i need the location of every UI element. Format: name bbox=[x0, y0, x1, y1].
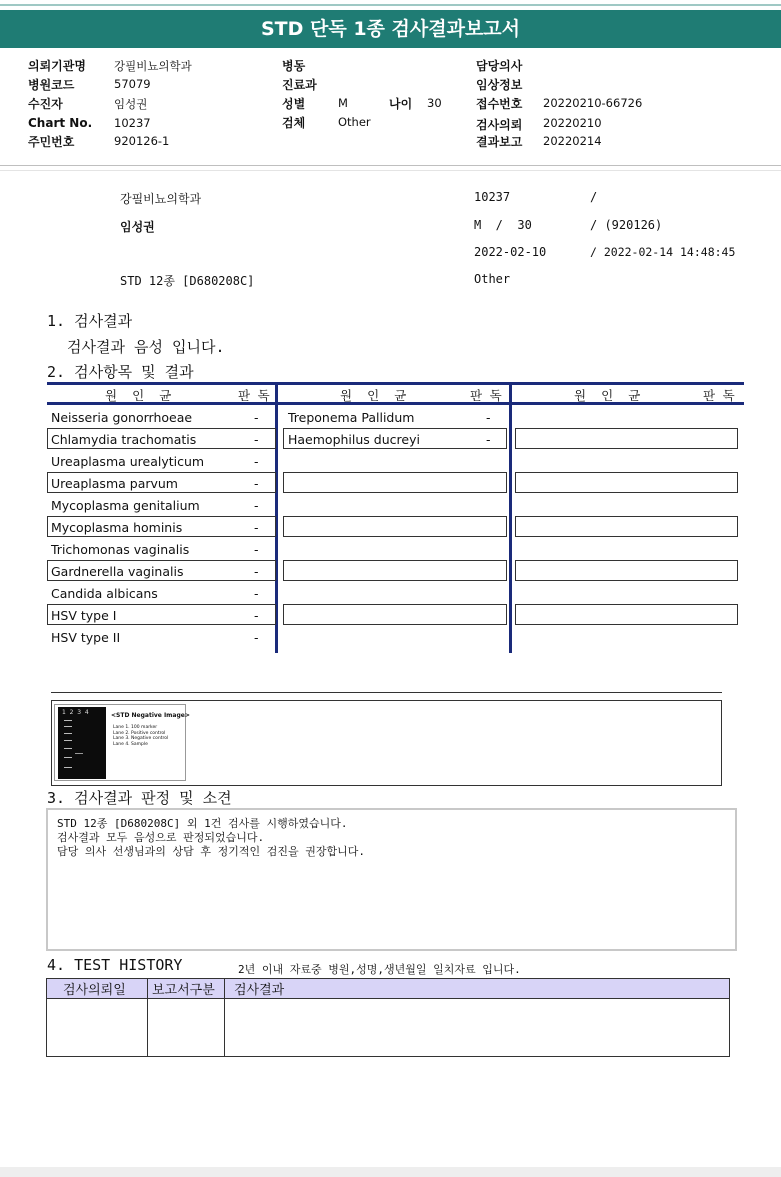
label-clinical-info: 임상정보 bbox=[476, 78, 523, 92]
history-cell bbox=[47, 999, 148, 1057]
value-chart-no: 10237 bbox=[114, 116, 151, 130]
history-col-request-date: 검사의뢰일 bbox=[47, 979, 148, 999]
pathogen-result: - bbox=[254, 542, 259, 557]
marker-band bbox=[64, 748, 72, 749]
footer-bar bbox=[0, 1167, 781, 1177]
col1-judge-header: 판 독 bbox=[238, 388, 270, 403]
gel-photo bbox=[58, 707, 106, 779]
summary-report-datetime: / 2022-02-14 14:48:45 bbox=[590, 245, 736, 259]
summary-hospital: 강필비뇨의학과 bbox=[120, 192, 202, 206]
pathogen-name: Haemophilus ducreyi bbox=[288, 432, 420, 447]
row-box bbox=[515, 428, 738, 449]
gel-legend-line: Lane 3. Negative control bbox=[113, 736, 169, 741]
label-age: 나이 bbox=[389, 97, 413, 111]
opinion-line: STD 12종 [D680208C] 외 1건 검사를 시행하였습니다. bbox=[57, 817, 348, 830]
summary-slash: / bbox=[590, 190, 598, 204]
opinion-box bbox=[46, 808, 737, 951]
value-specimen: Other bbox=[338, 115, 371, 129]
table-top-rule bbox=[47, 382, 744, 385]
col1-pathogen-header: 원 인 균 bbox=[105, 388, 172, 403]
pathogen-result: - bbox=[254, 564, 259, 579]
report-title: STD 단독 1종 검사결과보고서 bbox=[0, 10, 781, 48]
gel-legend-line: Lane 4. Sample bbox=[113, 741, 148, 747]
label-doctor: 담당의사 bbox=[476, 59, 523, 73]
gel-caption: <STD Negative Image> bbox=[111, 712, 190, 719]
pathogen-result: - bbox=[486, 432, 491, 447]
opinion-line: 검사결과 모두 음성으로 판정되었습니다. bbox=[57, 831, 265, 844]
pathogen-name: HSV type I bbox=[51, 608, 117, 623]
marker-band bbox=[64, 733, 72, 734]
label-patient: 수진자 bbox=[28, 97, 63, 111]
pathogen-name: HSV type II bbox=[51, 630, 121, 645]
history-empty-row bbox=[47, 999, 730, 1057]
label-chart-no: Chart No. bbox=[28, 116, 93, 130]
history-cell bbox=[148, 999, 225, 1057]
summary-sex-age: M / 30 bbox=[474, 218, 532, 232]
label-institution: 의뢰기관명 bbox=[28, 59, 86, 73]
marker-band bbox=[64, 767, 72, 768]
pathogen-name: Mycoplasma hominis bbox=[51, 520, 183, 535]
section1-result-text: 검사결과 음성 입니다. bbox=[67, 338, 225, 356]
marker-band bbox=[64, 757, 72, 758]
row-box bbox=[515, 516, 738, 537]
value-hospital-code: 57079 bbox=[114, 77, 151, 91]
pathogen-name: Chlamydia trachomatis bbox=[51, 432, 197, 447]
header-divider-shadow bbox=[0, 170, 781, 171]
pathogen-result: - bbox=[254, 520, 259, 535]
row-box bbox=[283, 472, 507, 493]
summary-specimen: Other bbox=[474, 272, 511, 286]
label-report-date: 결과보고 bbox=[476, 135, 523, 149]
summary-patient: 임성권 bbox=[120, 220, 155, 234]
history-col-report-type: 보고서구분 bbox=[148, 979, 225, 999]
label-ward: 병동 bbox=[282, 59, 306, 73]
pathogen-result: - bbox=[254, 608, 259, 623]
value-sex: M bbox=[338, 96, 348, 110]
marker-band bbox=[64, 740, 72, 741]
row-box bbox=[283, 560, 507, 581]
pathogen-result: - bbox=[254, 476, 259, 491]
pathogen-result: - bbox=[486, 410, 491, 425]
gel-image bbox=[54, 704, 190, 781]
summary-birth: / (920126) bbox=[590, 218, 663, 232]
section4-note: 2년 이내 자료중 병원,성명,생년월일 일치자료 입니다. bbox=[238, 963, 521, 976]
top-rule bbox=[0, 4, 781, 6]
section2-title: 2. 검사항목 및 결과 bbox=[47, 363, 194, 381]
pathogen-result: - bbox=[254, 454, 259, 469]
history-col-result: 검사결과 bbox=[225, 979, 730, 999]
label-sex: 성별 bbox=[282, 97, 306, 111]
pathogen-result: - bbox=[254, 630, 259, 645]
label-request-date: 검사의뢰 bbox=[476, 118, 523, 132]
table-divider-2 bbox=[509, 382, 512, 653]
pathogen-name: Neisseria gonorrhoeae bbox=[51, 410, 193, 425]
opinion-line: 담당 의사 선생님과의 상담 후 정기적인 검진을 권장합니다. bbox=[57, 845, 366, 858]
history-cell bbox=[225, 999, 730, 1057]
pathogen-result: - bbox=[254, 432, 259, 447]
summary-request-date: 2022-02-10 bbox=[474, 245, 547, 259]
summary-chart: 10237 bbox=[474, 190, 511, 204]
label-hospital-code: 병원코드 bbox=[28, 78, 75, 92]
label-specimen: 검체 bbox=[282, 116, 306, 130]
pathogen-result: - bbox=[254, 410, 259, 425]
col2-judge-header: 판 독 bbox=[470, 388, 502, 403]
value-institution: 강필비뇨의학과 bbox=[114, 59, 192, 73]
history-header-row bbox=[47, 979, 730, 999]
row-box bbox=[515, 472, 738, 493]
section1-title: 1. 검사결과 bbox=[47, 312, 133, 330]
pathogen-name: Gardnerella vaginalis bbox=[51, 564, 184, 579]
history-table bbox=[46, 978, 730, 1057]
pathogen-result: - bbox=[254, 498, 259, 513]
marker-band bbox=[64, 726, 72, 727]
pathogen-result: - bbox=[254, 586, 259, 601]
pathogen-name: Ureaplasma urealyticum bbox=[51, 454, 205, 469]
value-report-date: 20220214 bbox=[543, 134, 602, 148]
gel-legend-line: Lane 1. 100 marker bbox=[113, 725, 158, 730]
value-resident-no: 920126-1 bbox=[114, 134, 170, 148]
gel-lane-numbers: 1 2 3 4 bbox=[62, 709, 89, 716]
pathogen-name: Ureaplasma parvum bbox=[51, 476, 178, 491]
section4-title: 4. TEST HISTORY bbox=[47, 956, 183, 974]
header-divider bbox=[0, 165, 781, 166]
gel-top-rule bbox=[51, 692, 722, 693]
col3-judge-header: 판 독 bbox=[703, 388, 735, 403]
gel-legend bbox=[113, 725, 168, 747]
value-receipt-no: 20220210-66726 bbox=[543, 96, 643, 110]
value-patient: 임성권 bbox=[114, 97, 148, 111]
col3-pathogen-header: 원 인 균 bbox=[574, 388, 641, 403]
col2-pathogen-header: 원 인 균 bbox=[340, 388, 407, 403]
label-resident-no: 주민번호 bbox=[28, 135, 75, 149]
label-receipt-no: 접수번호 bbox=[476, 97, 523, 111]
pathogen-name: Candida albicans bbox=[51, 586, 158, 601]
label-department: 진료과 bbox=[282, 78, 317, 92]
row-box bbox=[515, 560, 738, 581]
pathogen-name: Trichomonas vaginalis bbox=[51, 542, 190, 557]
value-request-date: 20220210 bbox=[543, 116, 602, 130]
value-age: 30 bbox=[427, 96, 442, 110]
gel-legend-line: Lane 2. Positive control bbox=[113, 730, 166, 736]
row-box bbox=[283, 516, 507, 537]
pathogen-name: Treponema Pallidum bbox=[288, 410, 415, 425]
row-box bbox=[515, 604, 738, 625]
row-box bbox=[283, 604, 507, 625]
section3-title: 3. 검사결과 판정 및 소견 bbox=[47, 789, 232, 807]
marker-band bbox=[64, 720, 72, 721]
positive-band bbox=[75, 753, 83, 754]
summary-test: STD 12종 [D680208C] bbox=[120, 274, 255, 288]
pathogen-name: Mycoplasma genitalium bbox=[51, 498, 200, 513]
